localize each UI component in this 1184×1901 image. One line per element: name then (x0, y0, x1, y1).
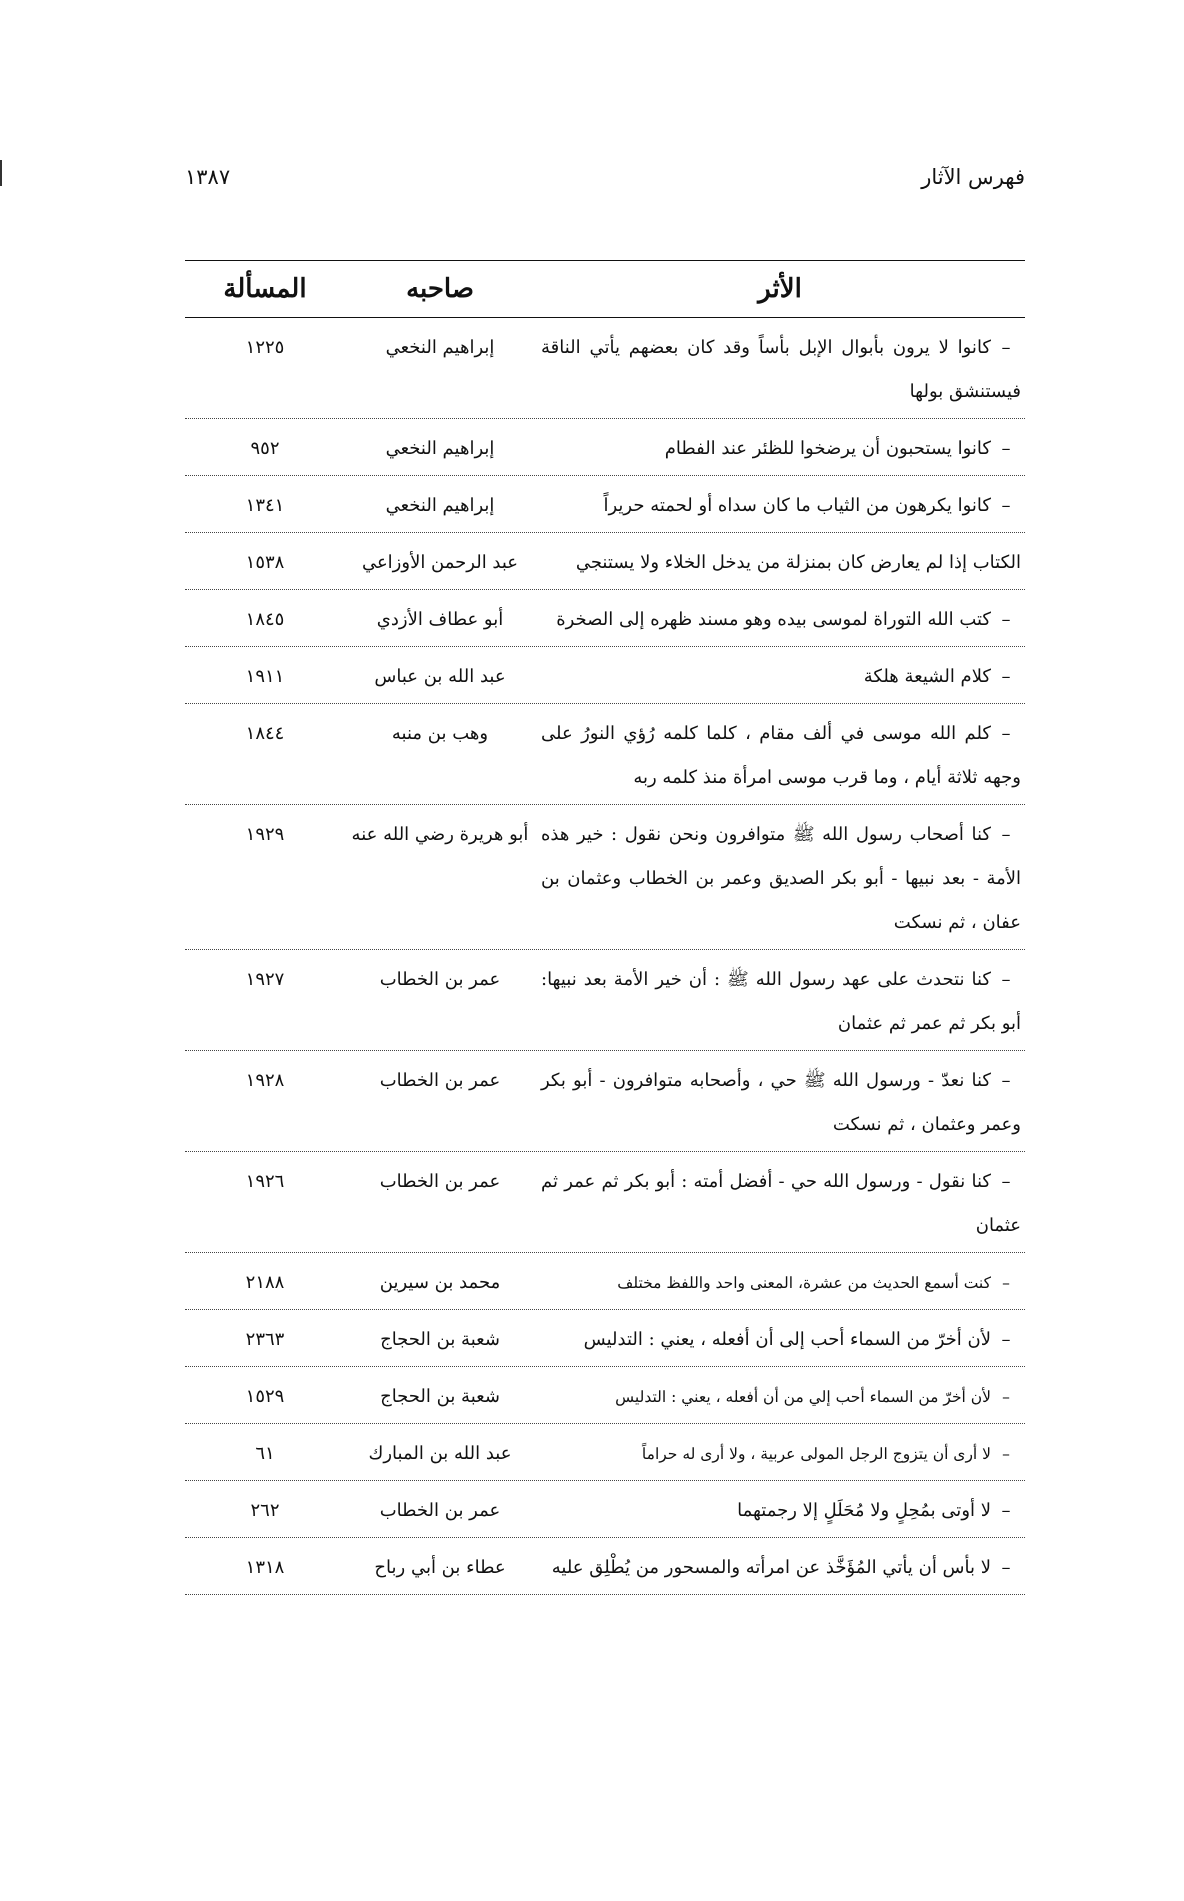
issue-number-cell: ١٩١١ (245, 666, 285, 687)
athar-text-cell (535, 1059, 1025, 1147)
athar-text-cell (535, 1318, 1025, 1362)
dash-bullet: – (1001, 337, 1011, 358)
athar-text-cell (535, 813, 1025, 945)
issue-number-cell: ١٥٣٨ (245, 552, 285, 573)
issue-number-cell: ١٢٢٥ (245, 337, 285, 358)
owner-cell: عمر بن الخطاب (379, 969, 501, 990)
column-header-owner: صاحبه (406, 274, 474, 304)
athar-text-cell (535, 484, 1025, 528)
athar-text-cell (535, 598, 1025, 642)
table-row (185, 590, 1025, 647)
issue-number-cell: ٩٥٢ (250, 438, 280, 459)
owner-cell: عمر بن الخطاب (379, 1171, 501, 1192)
owner-cell: أبو هريرة رضي الله عنه (351, 824, 529, 845)
issue-number-cell: ١٨٤٤ (245, 723, 285, 744)
athar-text-cell (535, 427, 1025, 471)
athar-text-cell (535, 1160, 1025, 1248)
table-row (185, 533, 1025, 590)
table-row (185, 1152, 1025, 1253)
dash-bullet: – (1002, 1445, 1010, 1463)
issue-number-cell: ١٣١٨ (245, 1557, 285, 1578)
scan-edge-mark (0, 160, 2, 186)
table-row (185, 1051, 1025, 1152)
athar-text: كلام الشيعة هلكة (863, 666, 991, 687)
athar-text-cell (535, 326, 1025, 414)
owner-cell: إبراهيم النخعي (385, 337, 495, 358)
table-row (185, 318, 1025, 419)
owner-cell: عبد الله بن المبارك (368, 1443, 512, 1464)
owner-cell: عمر بن الخطاب (379, 1070, 501, 1091)
table-row (185, 1367, 1025, 1424)
owner-cell: شعبة بن الحجاج (380, 1329, 500, 1350)
athar-index-table (185, 260, 1025, 1595)
dash-bullet: – (1001, 1171, 1011, 1192)
table-row (185, 419, 1025, 476)
table-row (185, 1310, 1025, 1367)
athar-text-cell (535, 712, 1025, 800)
owner-cell: إبراهيم النخعي (385, 438, 495, 459)
athar-text-cell (535, 1432, 1025, 1476)
athar-text-cell (535, 1546, 1025, 1590)
owner-cell: عبد الرحمن الأوزاعي (361, 552, 519, 573)
page-number: ١٣٨٧ (185, 165, 231, 189)
table-row (185, 704, 1025, 805)
athar-text: كنا نعدّ - ورسول الله ﷺ حي ، وأصحابه متوافرون - أبو بكر وعمر وعثمان ، ثم نسكت (541, 1070, 1021, 1135)
dash-bullet: – (1001, 723, 1011, 744)
issue-number-cell: ٢٦٢ (250, 1500, 280, 1521)
dash-bullet: – (1001, 495, 1011, 516)
athar-text: كتب الله التوراة لموسى بيده وهو مسند ظهره إلى الصخرة (556, 609, 991, 630)
dash-bullet: – (1001, 1557, 1011, 1578)
athar-text: الكتاب إذا لم يعارض كان بمنزلة من يدخل الخلاء ولا يستنجي (575, 552, 1021, 573)
table-row (185, 1424, 1025, 1481)
athar-text: لا أوتى بمُحِلٍ ولا مُحَلَلٍ إلا رجمتهما (737, 1500, 991, 1521)
column-header-number: المسألة (223, 274, 307, 304)
table-row (185, 476, 1025, 533)
athar-text: لأن أخرّ من السماء أحب إلي من أن أفعله ، يعني : التدليس (615, 1388, 991, 1406)
owner-cell: وهب بن منبه (391, 723, 489, 744)
table-row (185, 805, 1025, 950)
athar-text: كلم الله موسى في ألف مقام ، كلما كلمه رُؤي النورُ على وجهه ثلاثة أيام ، وما قرب موسى امرأة منذ كلمه ربه (541, 723, 1021, 788)
issue-number-cell: ١٩٢٦ (245, 1171, 285, 1192)
dash-bullet: – (1001, 666, 1011, 687)
table-row (185, 1253, 1025, 1310)
issue-number-cell: ٦١ (255, 1443, 275, 1464)
table-body (185, 318, 1025, 1595)
issue-number-cell: ١٩٢٧ (245, 969, 285, 990)
athar-text-cell (535, 958, 1025, 1046)
issue-number-cell: ٢٣٦٣ (245, 1329, 285, 1350)
owner-cell: أبو عطاف الأزدي (376, 609, 504, 630)
athar-text: كنت أسمع الحديث من عشرة، المعنى واحد واللفظ مختلف (617, 1274, 991, 1292)
athar-text-cell (535, 655, 1025, 699)
dash-bullet: – (1001, 824, 1011, 845)
table-row (185, 1481, 1025, 1538)
table-row (185, 1538, 1025, 1595)
issue-number-cell: ١٩٢٩ (245, 824, 285, 845)
dash-bullet: – (1001, 609, 1011, 630)
dash-bullet: – (1001, 1329, 1011, 1350)
athar-text-cell (535, 1375, 1025, 1419)
athar-text: كانوا يكرهون من الثياب ما كان سداه أو لحمته حريراً (603, 495, 991, 516)
owner-cell: عطاء بن أبي رباح (374, 1557, 506, 1578)
dash-bullet: – (1001, 438, 1011, 459)
owner-cell: عبد الله بن عباس (374, 666, 506, 687)
owner-cell: محمد بن سيرين (379, 1272, 501, 1293)
athar-text: لأن أخرّ من السماء أحب إلى أن أفعله ، يعني : التدليس (583, 1329, 991, 1350)
dash-bullet: – (1001, 1070, 1011, 1091)
owner-cell: شعبة بن الحجاج (380, 1386, 500, 1407)
athar-text: كانوا يستحبون أن يرضخوا للظئر عند الفطام (664, 438, 991, 459)
athar-text: كنا أصحاب رسول الله ﷺ متوافرون ونحن نقول : خير هذه الأمة - بعد نبيها - أبو بكر الصديق وعمر بن الخطاب وعثمان بن عفان ، ثم نسكت (541, 824, 1021, 933)
owner-cell: عمر بن الخطاب (379, 1500, 501, 1521)
issue-number-cell: ١٥٢٩ (245, 1386, 285, 1407)
section-title: فهرس الآثار (921, 165, 1025, 189)
athar-text-cell (535, 1261, 1025, 1305)
dash-bullet: – (1002, 1388, 1010, 1406)
athar-text: كنا نقول - ورسول الله حي - أفضل أمته : أبو بكر ثم عمر ثم عثمان (541, 1171, 1021, 1236)
issue-number-cell: ١٩٢٨ (245, 1070, 285, 1091)
issue-number-cell: ١٨٤٥ (245, 609, 285, 630)
athar-text: لا بأس أن يأتي المُؤَخَّذ عن امرأته والمسحور من يُطْلِق عليه (551, 1557, 991, 1578)
owner-cell: إبراهيم النخعي (385, 495, 495, 516)
issue-number-cell: ٢١٨٨ (245, 1272, 285, 1293)
page-header (185, 165, 1025, 205)
table-row (185, 950, 1025, 1051)
dash-bullet: – (1002, 1274, 1010, 1292)
table-row (185, 647, 1025, 704)
athar-text-cell (535, 1489, 1025, 1533)
athar-text: لا أرى أن يتزوج الرجل المولى عربية ، ولا أرى له حراماً (641, 1445, 991, 1463)
column-headers (185, 261, 1025, 318)
athar-text-cell (535, 541, 1025, 585)
athar-text: كانوا لا يرون بأبوال الإبل بأساً وقد كان بعضهم يأتي الناقة فيستنشق بولها (541, 337, 1021, 402)
issue-number-cell: ١٣٤١ (245, 495, 285, 516)
column-header-text: الأثر (758, 274, 802, 304)
dash-bullet: – (1001, 969, 1011, 990)
dash-bullet: – (1001, 1500, 1011, 1521)
athar-text: كنا نتحدث على عهد رسول الله ﷺ : أن خير الأمة بعد نبيها: أبو بكر ثم عمر ثم عثمان (541, 969, 1021, 1034)
